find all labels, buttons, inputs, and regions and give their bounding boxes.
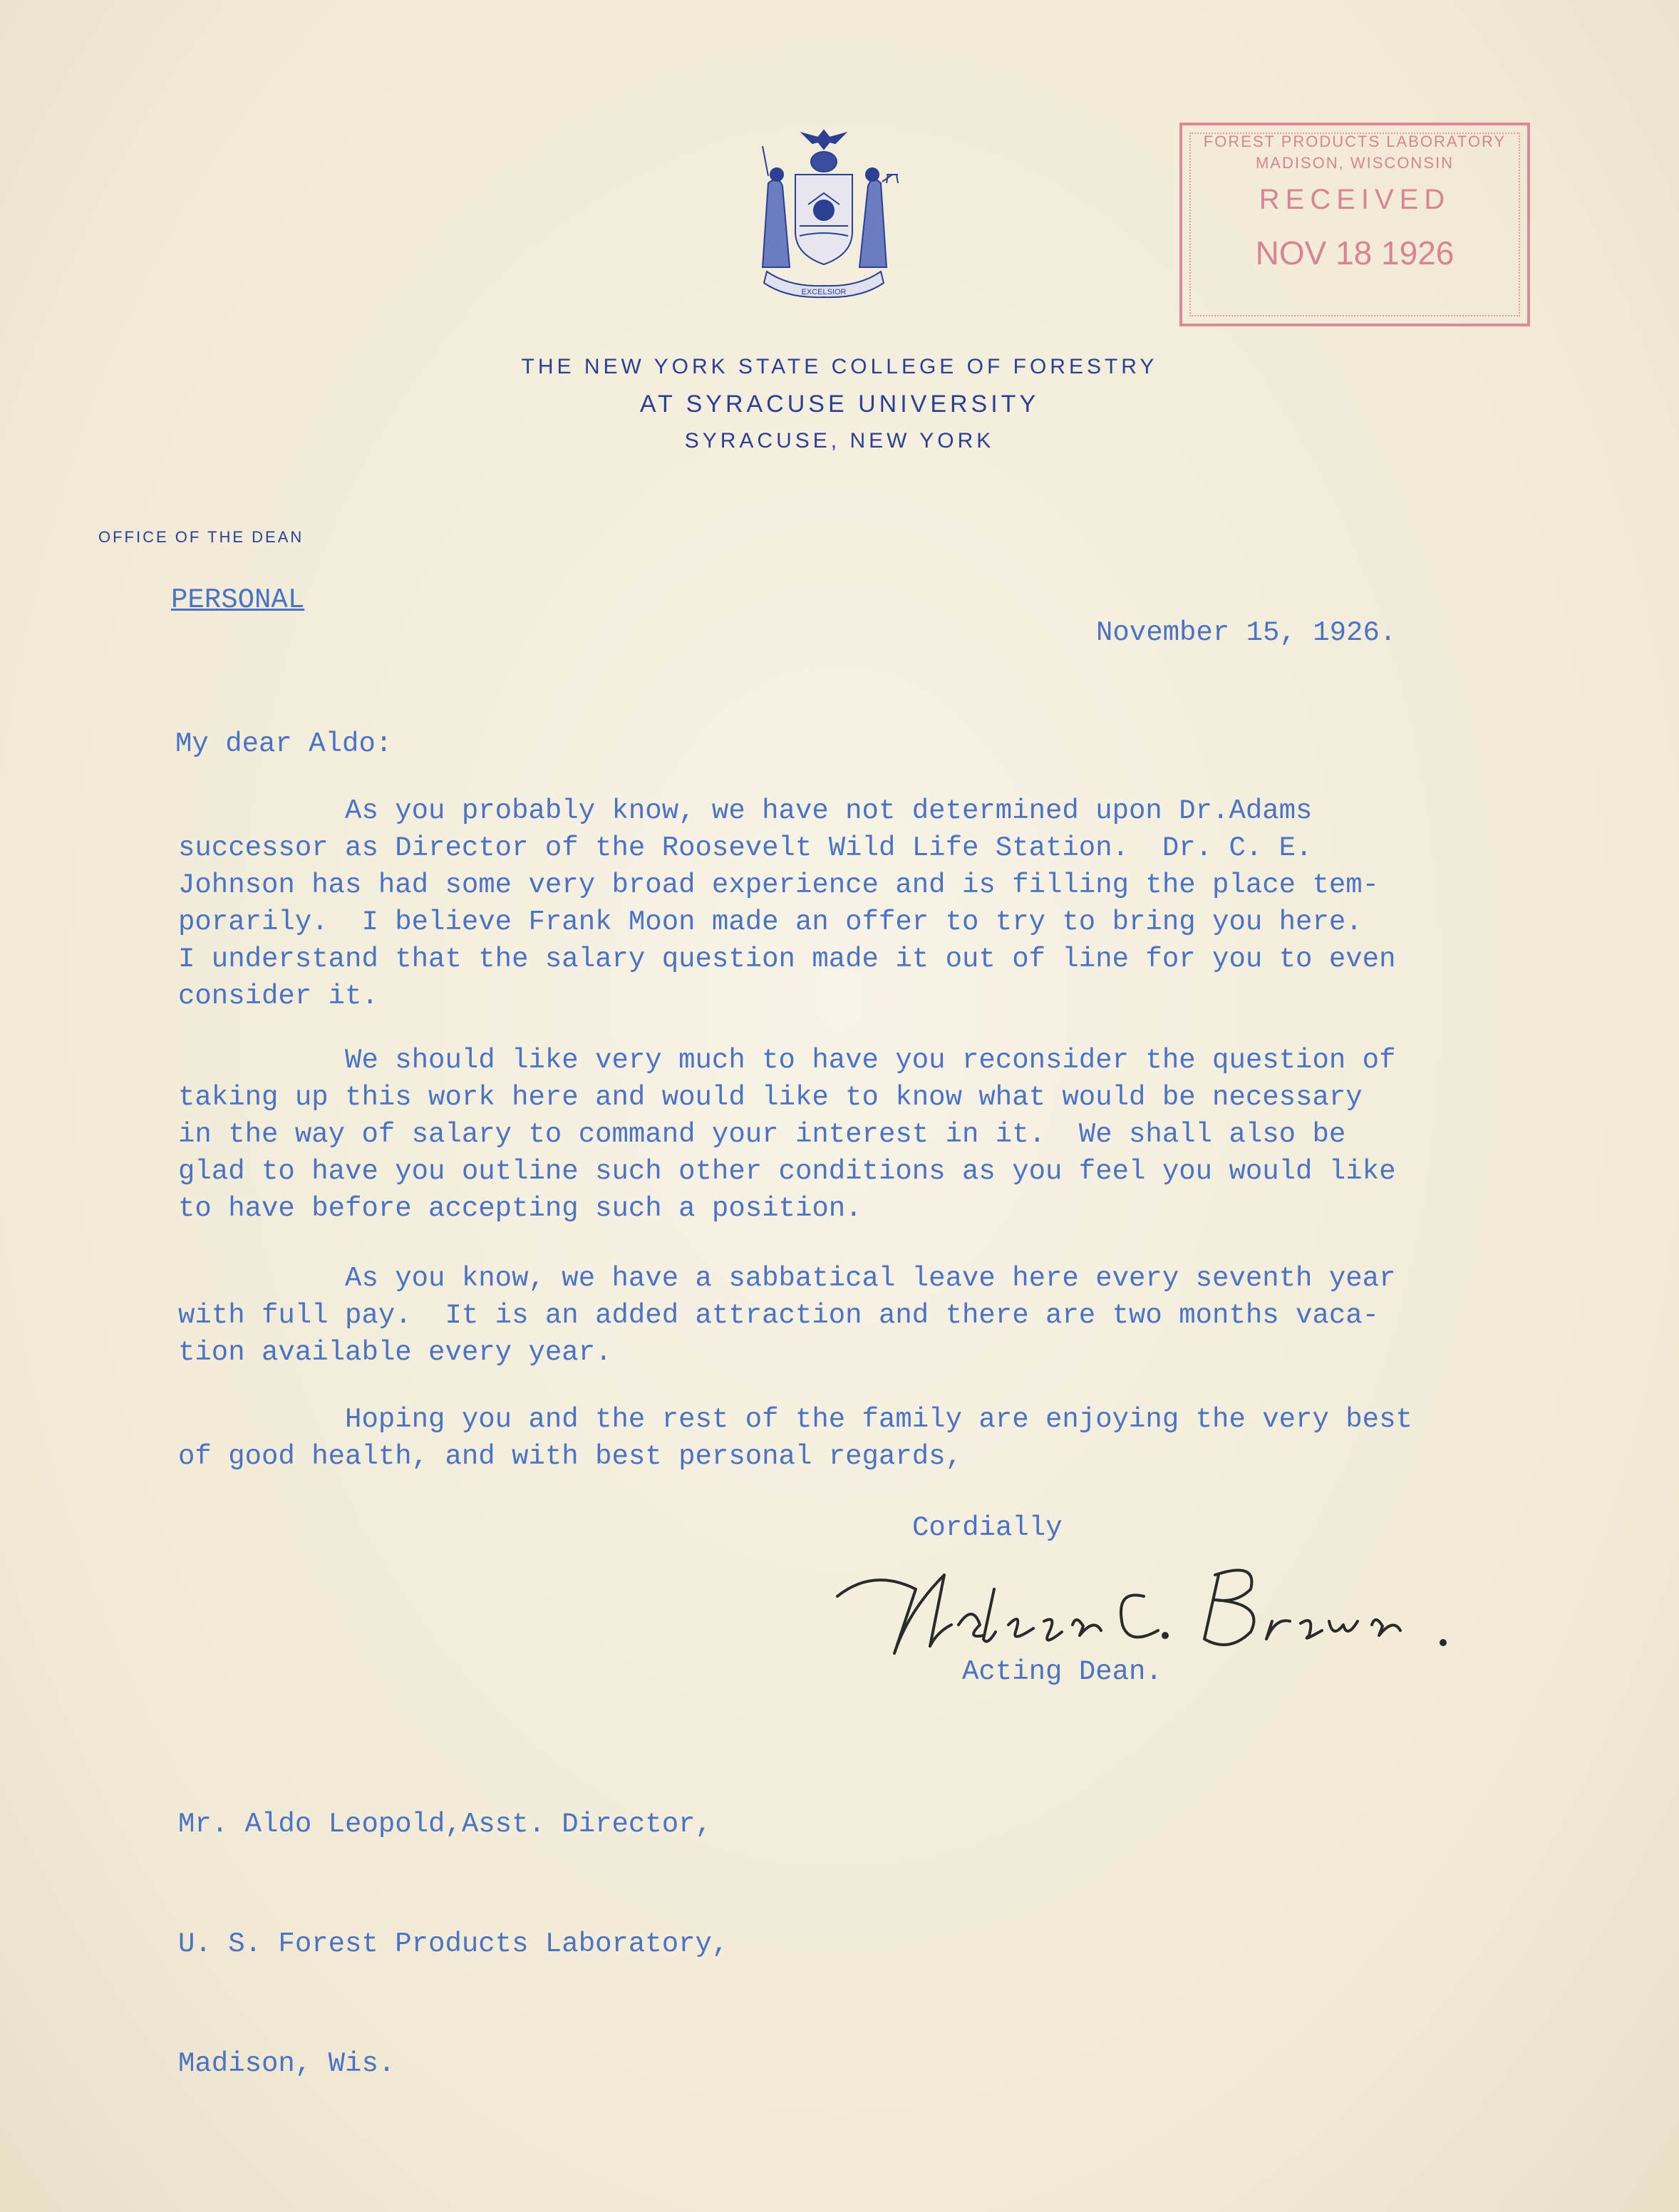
stamp-location: MADISON, WISCONSIN bbox=[1255, 154, 1454, 172]
stamp-date: NOV 18 1926 bbox=[1255, 234, 1455, 272]
signer-title: Acting Dean. bbox=[962, 1656, 1162, 1688]
body-paragraph: Hoping you and the rest of the family are enjoying the very best of good health, and with best personal regards, bbox=[178, 1404, 1412, 1472]
closing: Cordially bbox=[912, 1512, 1063, 1544]
letterhead-university: AT SYRACUSE UNIVERSITY bbox=[639, 391, 1040, 418]
seal-motto: EXCELSIOR bbox=[801, 288, 847, 296]
letterhead-city: SYRACUSE, NEW YORK bbox=[684, 429, 995, 453]
handwritten-signature bbox=[830, 1546, 1479, 1668]
body-paragraph: As you know, we have a sabbatical leave here every seventh year with full pay. It is an added attraction and there are two months vaca- tion available every year. bbox=[178, 1263, 1396, 1368]
salutation: My dear Aldo: bbox=[175, 728, 393, 760]
letter-date: November 15, 1926. bbox=[1096, 617, 1397, 648]
stamp-received: RECEIVED bbox=[1259, 184, 1451, 215]
personal-marking: PERSONAL bbox=[171, 584, 305, 616]
address-line: Mr. Aldo Leopold,Asst. Director, bbox=[178, 1809, 712, 1840]
stamp-lab-name: FOREST PRODUCTS LABORATORY bbox=[1203, 133, 1507, 150]
recipient-address bbox=[178, 1725, 728, 2124]
received-stamp bbox=[1179, 123, 1530, 326]
body-paragraph: As you probably know, we have not determined upon Dr.Adams successor as Director of the Roosevelt Wild Life Station. Dr. C. E. Johnson has had some very broad experience and is filling the place tem- porarily. I believe Frank Moon made an offer to try to bring you here. I understand that the salary question made it out of line for you to even consider it. bbox=[178, 795, 1396, 1012]
address-line: Madison, Wis. bbox=[178, 2048, 396, 2079]
state-seal-emblem bbox=[747, 125, 901, 317]
letterhead-college-name: THE NEW YORK STATE COLLEGE OF FORESTRY bbox=[521, 355, 1158, 378]
body-paragraph: We should like very much to have you reconsider the question of taking up this work here and would like to know what would be necessary in the way of salary to command your interest in it. We shall also be glad to have you outline such other conditions as you feel you would like to have before accepting such a position. bbox=[178, 1045, 1396, 1224]
address-line: U. S. Forest Products Laboratory, bbox=[178, 1928, 729, 1960]
office-of-dean-label: OFFICE OF THE DEAN bbox=[98, 528, 304, 546]
